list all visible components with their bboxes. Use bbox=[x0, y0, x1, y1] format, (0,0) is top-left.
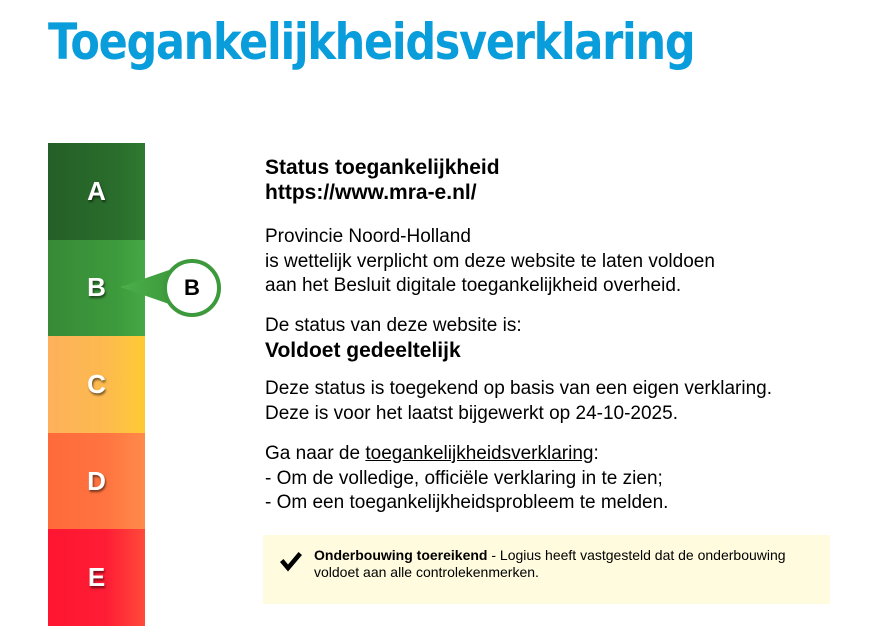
status-value: Voldoet gedeeltelijk bbox=[265, 339, 461, 362]
basis-text-line1: Deze status is toegekend op basis van een eigen verklaring. bbox=[265, 378, 772, 399]
goto-suffix: : bbox=[593, 443, 599, 464]
organisation-name: Provincie Noord-Holland bbox=[265, 226, 471, 247]
rating-level-c: C bbox=[48, 336, 145, 433]
accessibility-rating-scale bbox=[48, 143, 145, 626]
obligation-text-line1: is wettelijk verplicht om deze website te laten voldoen bbox=[265, 250, 715, 272]
substantiation-notice bbox=[263, 535, 830, 604]
rating-level-e: E bbox=[48, 529, 145, 626]
rating-level-d: D bbox=[48, 433, 145, 530]
rating-level-a: A bbox=[48, 143, 145, 240]
notice-text bbox=[314, 547, 814, 581]
goto-line bbox=[265, 442, 845, 467]
notice-body: - Logius heeft vastgesteld dat de onderbouwing voldoet aan alle controlekenmerken. bbox=[314, 547, 786, 580]
status-heading: Status toegankelijkheid bbox=[265, 156, 500, 179]
updated-date: 24-10-2025 bbox=[575, 402, 673, 424]
check-icon bbox=[279, 551, 303, 573]
rating-level-b: B bbox=[48, 240, 145, 337]
basis-suffix: . bbox=[672, 402, 678, 424]
status-content bbox=[265, 155, 845, 516]
basis-prefix: Deze is voor het laatst bijgewerkt op bbox=[265, 402, 576, 424]
accessibility-statement-link[interactable]: toegankelijkheidsverklaring bbox=[365, 443, 594, 464]
page-title: Toegankelijkheidsverklaring bbox=[48, 13, 695, 71]
status-intro: De status van deze website is: bbox=[265, 314, 522, 336]
basis-text-line2 bbox=[265, 402, 845, 427]
goto-prefix: Ga naar de bbox=[265, 443, 366, 464]
current-rating-badge: B bbox=[163, 259, 221, 317]
website-url: https://www.mra-e.nl/ bbox=[265, 181, 477, 204]
notice-title: Onderbouwing toereikend bbox=[314, 547, 488, 563]
obligation-text-line2: aan het Besluit digitale toegankelijkheid overheid. bbox=[265, 275, 682, 296]
bullet-report-problem: - Om een toegankelijkheidsprobleem te melden. bbox=[265, 492, 669, 513]
bullet-view-statement: - Om de volledige, officiële verklaring in te zien; bbox=[265, 467, 663, 489]
